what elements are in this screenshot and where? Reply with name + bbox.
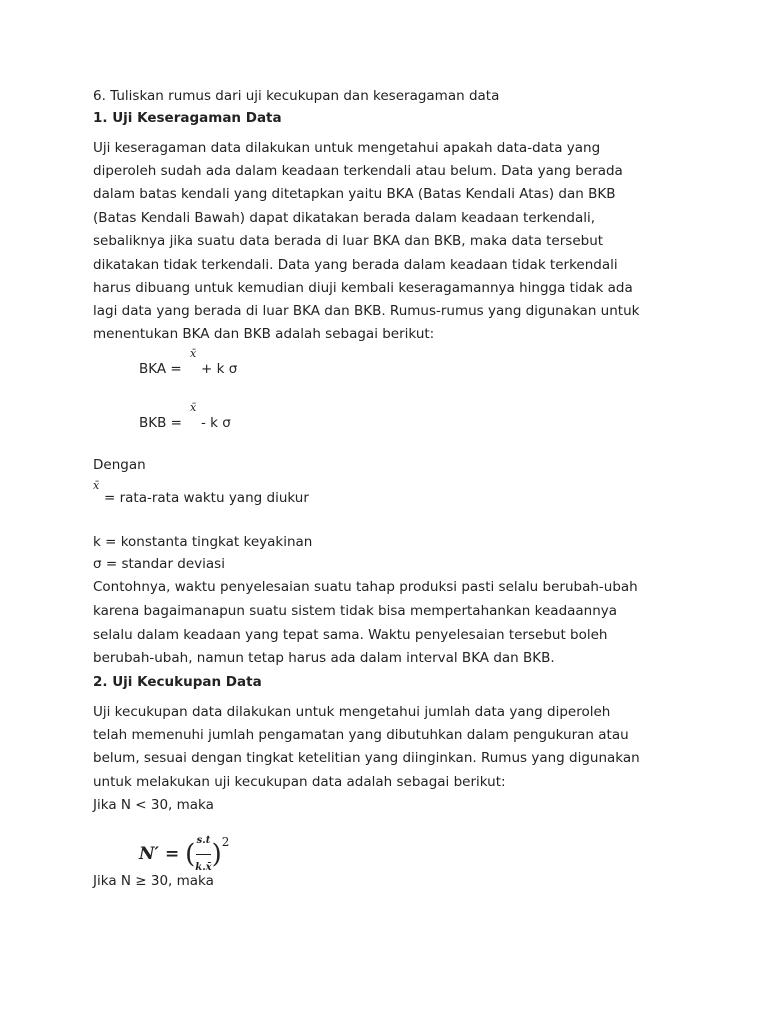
paragraph-line: lagi data yang berada di luar BKA dan BKB. Rumus-rumus yang digunakan untuk: [93, 303, 640, 319]
paragraph-line: (Batas Kendali Bawah) dapat dikatakan berada dalam keadaan terkendali,: [93, 210, 596, 226]
paragraph-line: Contohnya, waktu penyelesaian suatu tahap produksi pasti selalu berubah-ubah: [93, 579, 638, 595]
dengan-label: Dengan: [93, 457, 146, 473]
paragraph-line: karena bagaimanapun suatu sistem tidak bisa mempertahankan keadaannya: [93, 603, 618, 619]
definition-sigma: σ = standar deviasi: [93, 556, 225, 572]
paragraph-line: telah memenuhi jumlah pengamatan yang dibutuhkan dalam pengukuran atau: [93, 727, 629, 743]
formula-exponent: 2: [221, 835, 230, 850]
paragraph-line: diperoleh sudah ada dalam keadaan terkendali atau belum. Data yang berada: [93, 163, 623, 179]
definition-xbar: = rata-rata waktu yang diukur: [104, 490, 309, 506]
formula-denominator: k.x̄: [195, 862, 212, 873]
xbar-symbol: x̄: [93, 479, 100, 492]
paragraph-line: menentukan BKA dan BKB adalah sebagai berikut:: [93, 326, 435, 342]
xbar-symbol: x̄: [190, 347, 197, 360]
formula-lhs: N′ =: [139, 844, 180, 864]
paragraph-line: dikatakan tidak terkendali. Data yang berada dalam keadaan tidak terkendali: [93, 257, 618, 273]
bkb-lhs: BKB =: [139, 415, 182, 431]
case-label: Jika N ≥ 30, maka: [93, 873, 214, 889]
paragraph-line: Uji keseragaman data dilakukan untuk mengetahui apakah data-data yang: [93, 140, 601, 156]
bka-rhs: + k σ: [201, 361, 238, 377]
paragraph-line: selalu dalam keadaan yang tepat sama. Waktu penyelesaian tersebut boleh: [93, 627, 608, 643]
bkb-rhs: - k σ: [201, 415, 231, 431]
paragraph-line: sebaliknya jika suatu data berada di luar BKA dan BKB, maka data tersebut: [93, 233, 604, 249]
paragraph-line: dalam batas kendali yang ditetapkan yaitu BKA (Batas Kendali Atas) dan BKB: [93, 186, 616, 202]
xbar-symbol: x̄: [190, 401, 197, 414]
paragraph-line: berubah-ubah, namun tetap harus ada dalam interval BKA dan BKB.: [93, 650, 555, 666]
paragraph-line: belum, sesuai dengan tingkat ketelitian yang diinginkan. Rumus yang digunakan: [93, 750, 640, 766]
sample-size-formula: N′ = ( $\frac{s.t}{k.x̄}$ )$^2$: [139, 828, 229, 881]
case-label: Jika N < 30, maka: [93, 797, 214, 813]
paragraph-line: Uji kecukupan data dilakukan untuk mengetahui jumlah data yang diperoleh: [93, 704, 611, 720]
section-heading: 2. Uji Kecukupan Data: [93, 674, 262, 690]
formula-numerator: s.t: [196, 828, 212, 855]
definition-k: k = konstanta tingkat keyakinan: [93, 534, 313, 550]
bka-lhs: BKA =: [139, 361, 182, 377]
paragraph-line: harus dibuang untuk kemudian diuji kembali keseragamannya hingga tidak ada: [93, 280, 633, 296]
question-text: 6. Tuliskan rumus dari uji kecukupan dan keseragaman data: [93, 88, 500, 104]
paragraph-line: untuk melakukan uji kecukupan data adalah sebagai berikut:: [93, 774, 506, 790]
section-heading: 1. Uji Keseragaman Data: [93, 110, 282, 126]
